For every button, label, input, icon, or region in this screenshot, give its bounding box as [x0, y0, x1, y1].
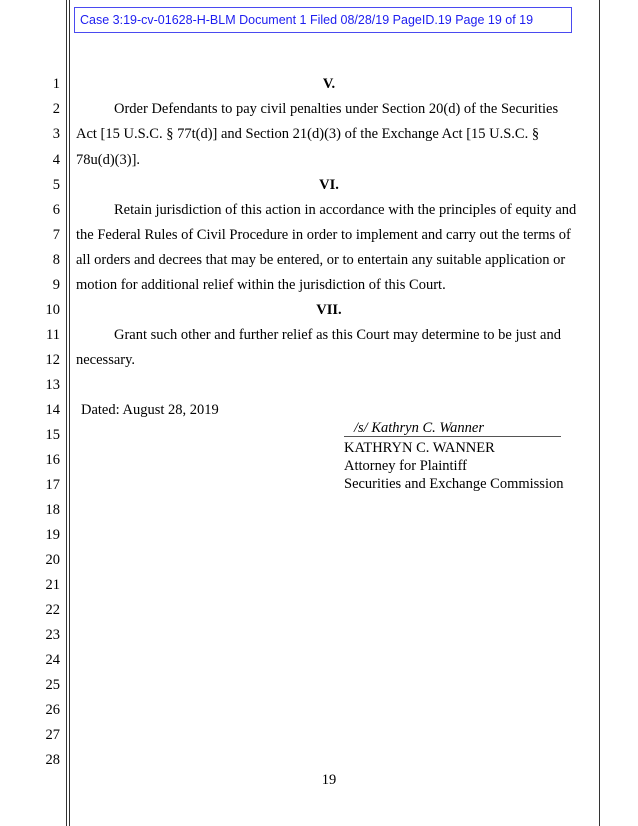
line-number: 20	[45, 552, 60, 568]
line-number: 15	[45, 427, 60, 443]
line-number: 21	[45, 577, 60, 593]
paragraph-line: Order Defendants to pay civil penalties under Section 20(d) of the Securities	[114, 101, 559, 117]
paragraph-line: Retain jurisdiction of this action in accordance with the principles of equity and	[114, 202, 577, 218]
page-number: 19	[321, 772, 337, 788]
left-margin-rule-outer	[66, 0, 67, 826]
line-number: 16	[45, 452, 60, 468]
paragraph-line: the Federal Rules of Civil Procedure in order to implement and carry out the terms of	[76, 227, 571, 243]
signature-line	[344, 436, 561, 437]
line-number: 11	[46, 327, 60, 343]
line-number: 19	[45, 527, 60, 543]
line-number: 10	[45, 302, 60, 318]
paragraph-line: motion for additional relief within the jurisdiction of this Court.	[76, 277, 446, 293]
signer-organization: Securities and Exchange Commission	[344, 476, 564, 492]
line-number: 13	[45, 377, 60, 393]
line-number: 17	[45, 477, 60, 493]
line-number: 24	[45, 652, 60, 668]
line-number: 27	[45, 727, 60, 743]
section-heading-vi: VI.	[319, 177, 339, 193]
line-number: 8	[52, 252, 60, 268]
line-number: 1	[52, 76, 60, 92]
left-margin-rule-inner	[69, 0, 70, 826]
line-number: 28	[45, 752, 60, 768]
paragraph-line: Grant such other and further relief as this Court may determine to be just and	[114, 327, 561, 343]
line-number: 14	[45, 402, 60, 418]
line-number: 3	[52, 126, 60, 142]
paragraph-line: 78u(d)(3)].	[76, 152, 141, 168]
line-number: 18	[45, 502, 60, 518]
paragraph-line: necessary.	[76, 352, 136, 368]
right-margin-rule	[599, 0, 600, 826]
line-number: 12	[45, 352, 60, 368]
line-number: 6	[52, 202, 60, 218]
electronic-signature: /s/ Kathryn C. Wanner	[354, 420, 484, 436]
section-heading-vii: VII.	[316, 302, 342, 318]
paragraph-line: Act [15 U.S.C. § 77t(d)] and Section 21(d)(3) of the Exchange Act [15 U.S.C. §	[76, 126, 540, 142]
line-number: 25	[45, 677, 60, 693]
case-caption-header: Case 3:19-cv-01628-H-BLM Document 1 Filed 08/28/19 PageID.19 Page 19 of 19	[74, 7, 572, 33]
section-heading-v: V.	[322, 76, 336, 92]
line-number: 2	[52, 101, 60, 117]
line-number: 9	[52, 277, 60, 293]
line-number: 7	[52, 227, 60, 243]
line-number: 4	[52, 152, 60, 168]
line-number: 23	[45, 627, 60, 643]
signer-name: KATHRYN C. WANNER	[344, 440, 495, 456]
line-number: 26	[45, 702, 60, 718]
dated-line: Dated: August 28, 2019	[81, 402, 219, 418]
line-number: 22	[45, 602, 60, 618]
line-number: 5	[52, 177, 60, 193]
paragraph-line: all orders and decrees that may be entered, or to entertain any suitable application or	[76, 252, 566, 268]
signer-title: Attorney for Plaintiff	[344, 458, 467, 474]
